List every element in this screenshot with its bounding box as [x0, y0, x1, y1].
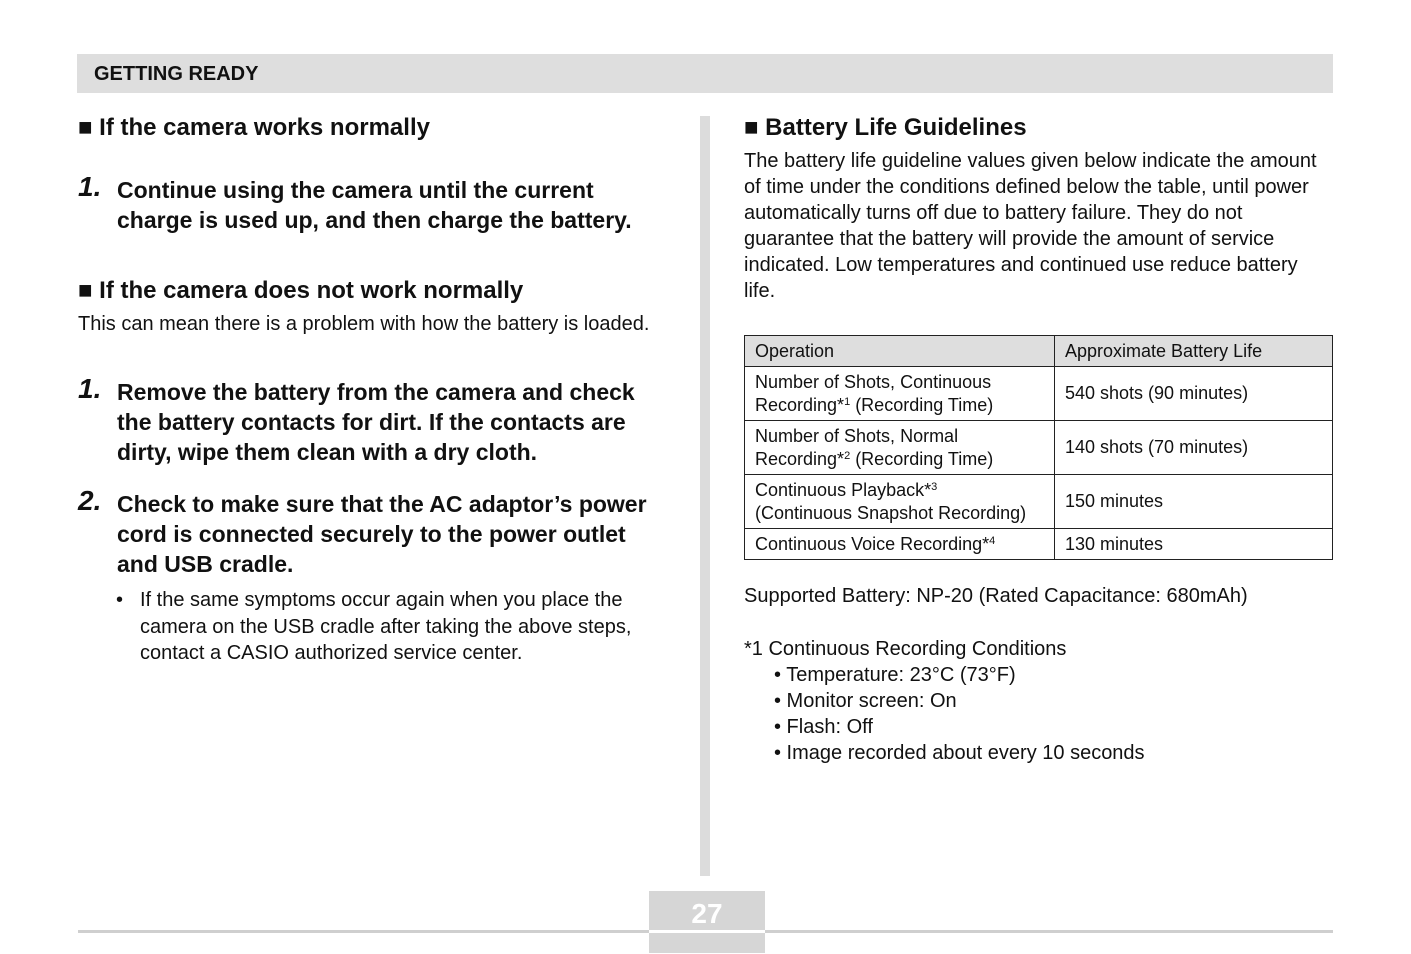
left-column	[78, 112, 668, 667]
operation-cell: Continuous Voice Recording*$^4$	[745, 529, 1055, 560]
battery-life-cell: 150 minutes	[1055, 475, 1333, 529]
step-number: 1.	[78, 373, 102, 404]
page-number: 27	[691, 898, 723, 929]
bullet-text: If the same symptoms occur again when you place the camera on the USB cradle after taking the above steps, contact a CASIO authorized service center.	[140, 589, 632, 664]
battery-life-intro: The battery life guideline values given below indicate the amount of time under the conditions defined below the table, until power automatically turns off due to battery failure. They do not guarantee that the battery will provide the amount of service indicated. Low temperatures and continued use reduce battery life.	[744, 150, 1317, 302]
abnormal-step-2	[78, 485, 668, 579]
section-title: GETTING READY	[94, 63, 259, 85]
normal-heading: ■ If the camera works normally	[78, 114, 430, 141]
battery-life-cell: 140 shots (70 minutes)	[1055, 421, 1333, 475]
battery-life-table	[744, 335, 1333, 560]
operation-cell: Number of Shots, Normal Recording*$^2$ (Recording Time)	[745, 421, 1055, 475]
column-divider	[700, 116, 710, 876]
abnormal-step-1	[78, 373, 668, 467]
step-text: Continue using the camera until the current charge is used up, and then charge the battery.	[117, 177, 632, 233]
operation-cell: Continuous Playback*$^3$ (Continuous Snapshot Recording)	[745, 475, 1055, 529]
table-header-row	[745, 336, 1333, 367]
condition-item: • Monitor screen: On	[774, 690, 957, 712]
condition-item: • Temperature: 23°C (73°F)	[774, 664, 1016, 686]
battery-life-heading: ■ Battery Life Guidelines	[744, 114, 1027, 141]
table-row	[745, 475, 1333, 529]
battery-life-cell: 130 minutes	[1055, 529, 1333, 560]
table-row	[745, 367, 1333, 421]
supported-battery: Supported Battery: NP-20 (Rated Capacitance: 680mAh)	[744, 585, 1248, 607]
table-row	[745, 529, 1333, 560]
page-number-underline	[649, 930, 765, 933]
condition-item: • Flash: Off	[774, 716, 873, 738]
normal-step-1	[78, 171, 668, 235]
page-number-box	[649, 891, 765, 953]
section-header-bar	[77, 54, 1333, 93]
table-row	[745, 421, 1333, 475]
battery-life-cell: 540 shots (90 minutes)	[1055, 367, 1333, 421]
step-text: Check to make sure that the AC adaptor’s power cord is connected securely to the power outlet and USB cradle.	[117, 491, 647, 577]
service-bullet	[78, 587, 675, 667]
column-header: Approximate Battery Life	[1055, 336, 1333, 367]
abnormal-intro: This can mean there is a problem with how the battery is loaded.	[78, 313, 650, 335]
footer-rule-left	[78, 930, 649, 933]
column-header: Operation	[745, 336, 1055, 367]
footer-rule-right	[765, 930, 1333, 933]
right-column	[744, 112, 1334, 766]
step-number: 1.	[78, 171, 102, 202]
step-text: Remove the battery from the camera and check the battery contacts for dirt. If the contacts are dirty, wipe them clean with a dry cloth.	[117, 379, 635, 465]
step-number: 2.	[78, 485, 102, 516]
conditions-heading: *1 Continuous Recording Conditions	[744, 638, 1067, 660]
condition-item: • Image recorded about every 10 seconds	[774, 742, 1145, 764]
abnormal-heading: ■ If the camera does not work normally	[78, 277, 524, 304]
operation-cell: Number of Shots, Continuous Recording*$^1$ (Recording Time)	[745, 367, 1055, 421]
bullet-dot: •	[116, 589, 124, 611]
